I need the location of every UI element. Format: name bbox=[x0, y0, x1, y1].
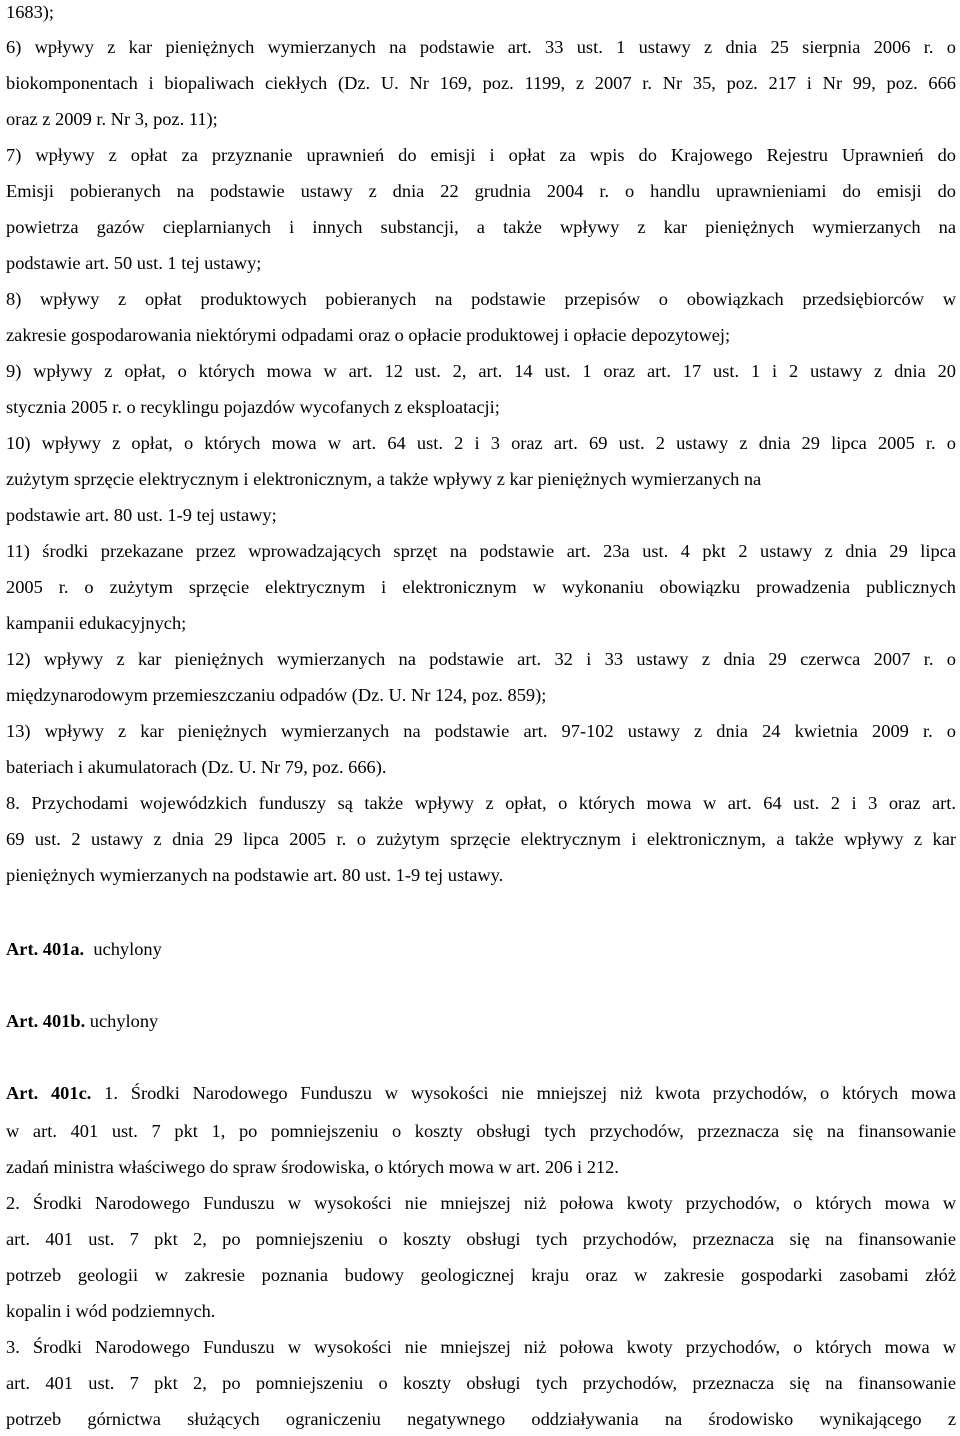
article-text: uchylony bbox=[89, 1011, 159, 1031]
text-line: 1683); bbox=[6, 2, 55, 22]
text-line: 13) wpływy z kar pieniężnych wymierzanych na podstawie art. 97-102 ustawy z dnia 24 kwietnia 2009 r. o bbox=[6, 721, 956, 741]
text-line: pieniężnych wymierzanych na podstawie art. 80 ust. 1-9 tej ustawy. bbox=[6, 865, 504, 885]
text-line: 11) środki przekazane przez wprowadzających sprzęt na podstawie art. 23a ust. 4 pkt 2 ustawy z dnia 29 lipca bbox=[6, 541, 956, 561]
text-line: 12) wpływy z kar pieniężnych wymierzanych na podstawie art. 32 i 33 ustawy z dnia 29 czerwca 2007 r. o bbox=[6, 649, 956, 669]
text-line: 9) wpływy z opłat, o których mowa w art. 12 ust. 2, art. 14 ust. 1 oraz art. 17 ust. 1 i 2 ustawy z dnia 20 bbox=[6, 361, 956, 381]
text-line: 69 ust. 2 ustawy z dnia 29 lipca 2005 r. o zużytym sprzęcie elektrycznym i elektronicznym, a także wpływy z kar bbox=[6, 829, 956, 849]
text-line: bateriach i akumulatorach (Dz. U. Nr 79, poz. 666). bbox=[6, 757, 387, 777]
text-line: zadań ministra właściwego do spraw środowiska, o których mowa w art. 206 i 212. bbox=[6, 1157, 619, 1177]
text-line: 3. Środki Narodowego Funduszu w wysokości nie mniejszej niż połowa kwoty przychodów, o których mowa w bbox=[6, 1337, 956, 1357]
text-line: zakresie gospodarowania niektórymi odpadami oraz o opłacie produktowej i opłacie depozytowej; bbox=[6, 325, 731, 345]
article-401b bbox=[6, 1006, 956, 1036]
article-401a bbox=[6, 934, 956, 964]
text-line: podstawie art. 50 ust. 1 tej ustawy; bbox=[6, 253, 262, 273]
text-line: 8. Przychodami wojewódzkich funduszy są także wpływy z opłat, o których mowa w art. 64 ust. 2 i 3 oraz art. bbox=[6, 793, 956, 813]
text-line: 6) wpływy z kar pieniężnych wymierzanych na podstawie art. 33 ust. 1 ustawy z dnia 25 sierpnia 2006 r. o bbox=[6, 37, 956, 57]
text-line: art. 401 ust. 7 pkt 2, po pomniejszeniu o koszty obsługi tych przychodów, przeznacza się na finansowanie bbox=[6, 1229, 956, 1249]
text-line: Emisji pobieranych na podstawie ustawy z dnia 22 grudnia 2004 r. o handlu uprawnieniami do emisji do bbox=[6, 181, 956, 201]
text-line: 8) wpływy z opłat produktowych pobieranych na podstawie przepisów o obowiązkach przedsiębiorców w bbox=[6, 289, 956, 309]
text-line: 2. Środki Narodowego Funduszu w wysokości nie mniejszej niż połowa kwoty przychodów, o których mowa w bbox=[6, 1193, 956, 1213]
text-line: biokomponentach i biopaliwach ciekłych (Dz. U. Nr 169, poz. 1199, z 2007 r. Nr 35, poz. 217 i Nr 99, poz. 666 bbox=[6, 73, 956, 93]
text-line: kampanii edukacyjnych; bbox=[6, 613, 187, 633]
text-line: zużytym sprzęcie elektrycznym i elektronicznym, a także wpływy z kar pieniężnych wymierzanych na bbox=[6, 469, 762, 489]
article-heading: Art. 401c. bbox=[6, 1083, 92, 1103]
text-line: 10) wpływy z opłat, o których mowa w art. 64 ust. 2 i 3 oraz art. 69 ust. 2 ustawy z dnia 29 lipca 2005 r. o bbox=[6, 433, 956, 453]
text-line: w art. 401 ust. 7 pkt 1, po pomniejszeniu o koszty obsługi tych przychodów, przeznacza się na finansowanie bbox=[6, 1121, 956, 1141]
text-line: potrzeb geologii w zakresie poznania budowy geologicznej kraju oraz w zakresie gospodarki zasobami złóż bbox=[6, 1265, 956, 1285]
text-line: stycznia 2005 r. o recyklingu pojazdów wycofanych z eksploatacji; bbox=[6, 397, 500, 417]
text-line: kopalin i wód podziemnych. bbox=[6, 1301, 216, 1321]
text-line: 7) wpływy z opłat za przyznanie uprawnień do emisji i opłat za wpis do Krajowego Rejestru Uprawnień do bbox=[6, 145, 956, 165]
text-line: art. 401 ust. 7 pkt 2, po pomniejszeniu o koszty obsługi tych przychodów, przeznacza się na finansowanie bbox=[6, 1373, 956, 1393]
text-line: potrzeb górnictwa służących ograniczeniu negatywnego oddziaływania na środowisko wynikającego z bbox=[6, 1409, 956, 1429]
text-line: oraz z 2009 r. Nr 3, poz. 11); bbox=[6, 109, 218, 129]
text-line: 2005 r. o zużytym sprzęcie elektrycznym i elektronicznym w wykonaniu obowiązku prowadzenia publicznych bbox=[6, 577, 956, 597]
article-heading: Art. 401b. bbox=[6, 1011, 86, 1031]
article-heading: Art. 401a. bbox=[6, 939, 85, 959]
article-401c bbox=[6, 1078, 956, 1108]
article-text: 1. Środki Narodowego Funduszu w wysokości nie mniejszej niż kwota przychodów, o których mowa bbox=[104, 1083, 956, 1103]
article-text: uchylony bbox=[93, 939, 162, 959]
text-line: podstawie art. 80 ust. 1-9 tej ustawy; bbox=[6, 505, 277, 525]
text-line: międzynarodowym przemieszczaniu odpadów (Dz. U. Nr 124, poz. 859); bbox=[6, 685, 547, 705]
text-line: powietrza gazów cieplarnianych i innych substancji, a także wpływy z kar pieniężnych wymierzanych na bbox=[6, 217, 956, 237]
